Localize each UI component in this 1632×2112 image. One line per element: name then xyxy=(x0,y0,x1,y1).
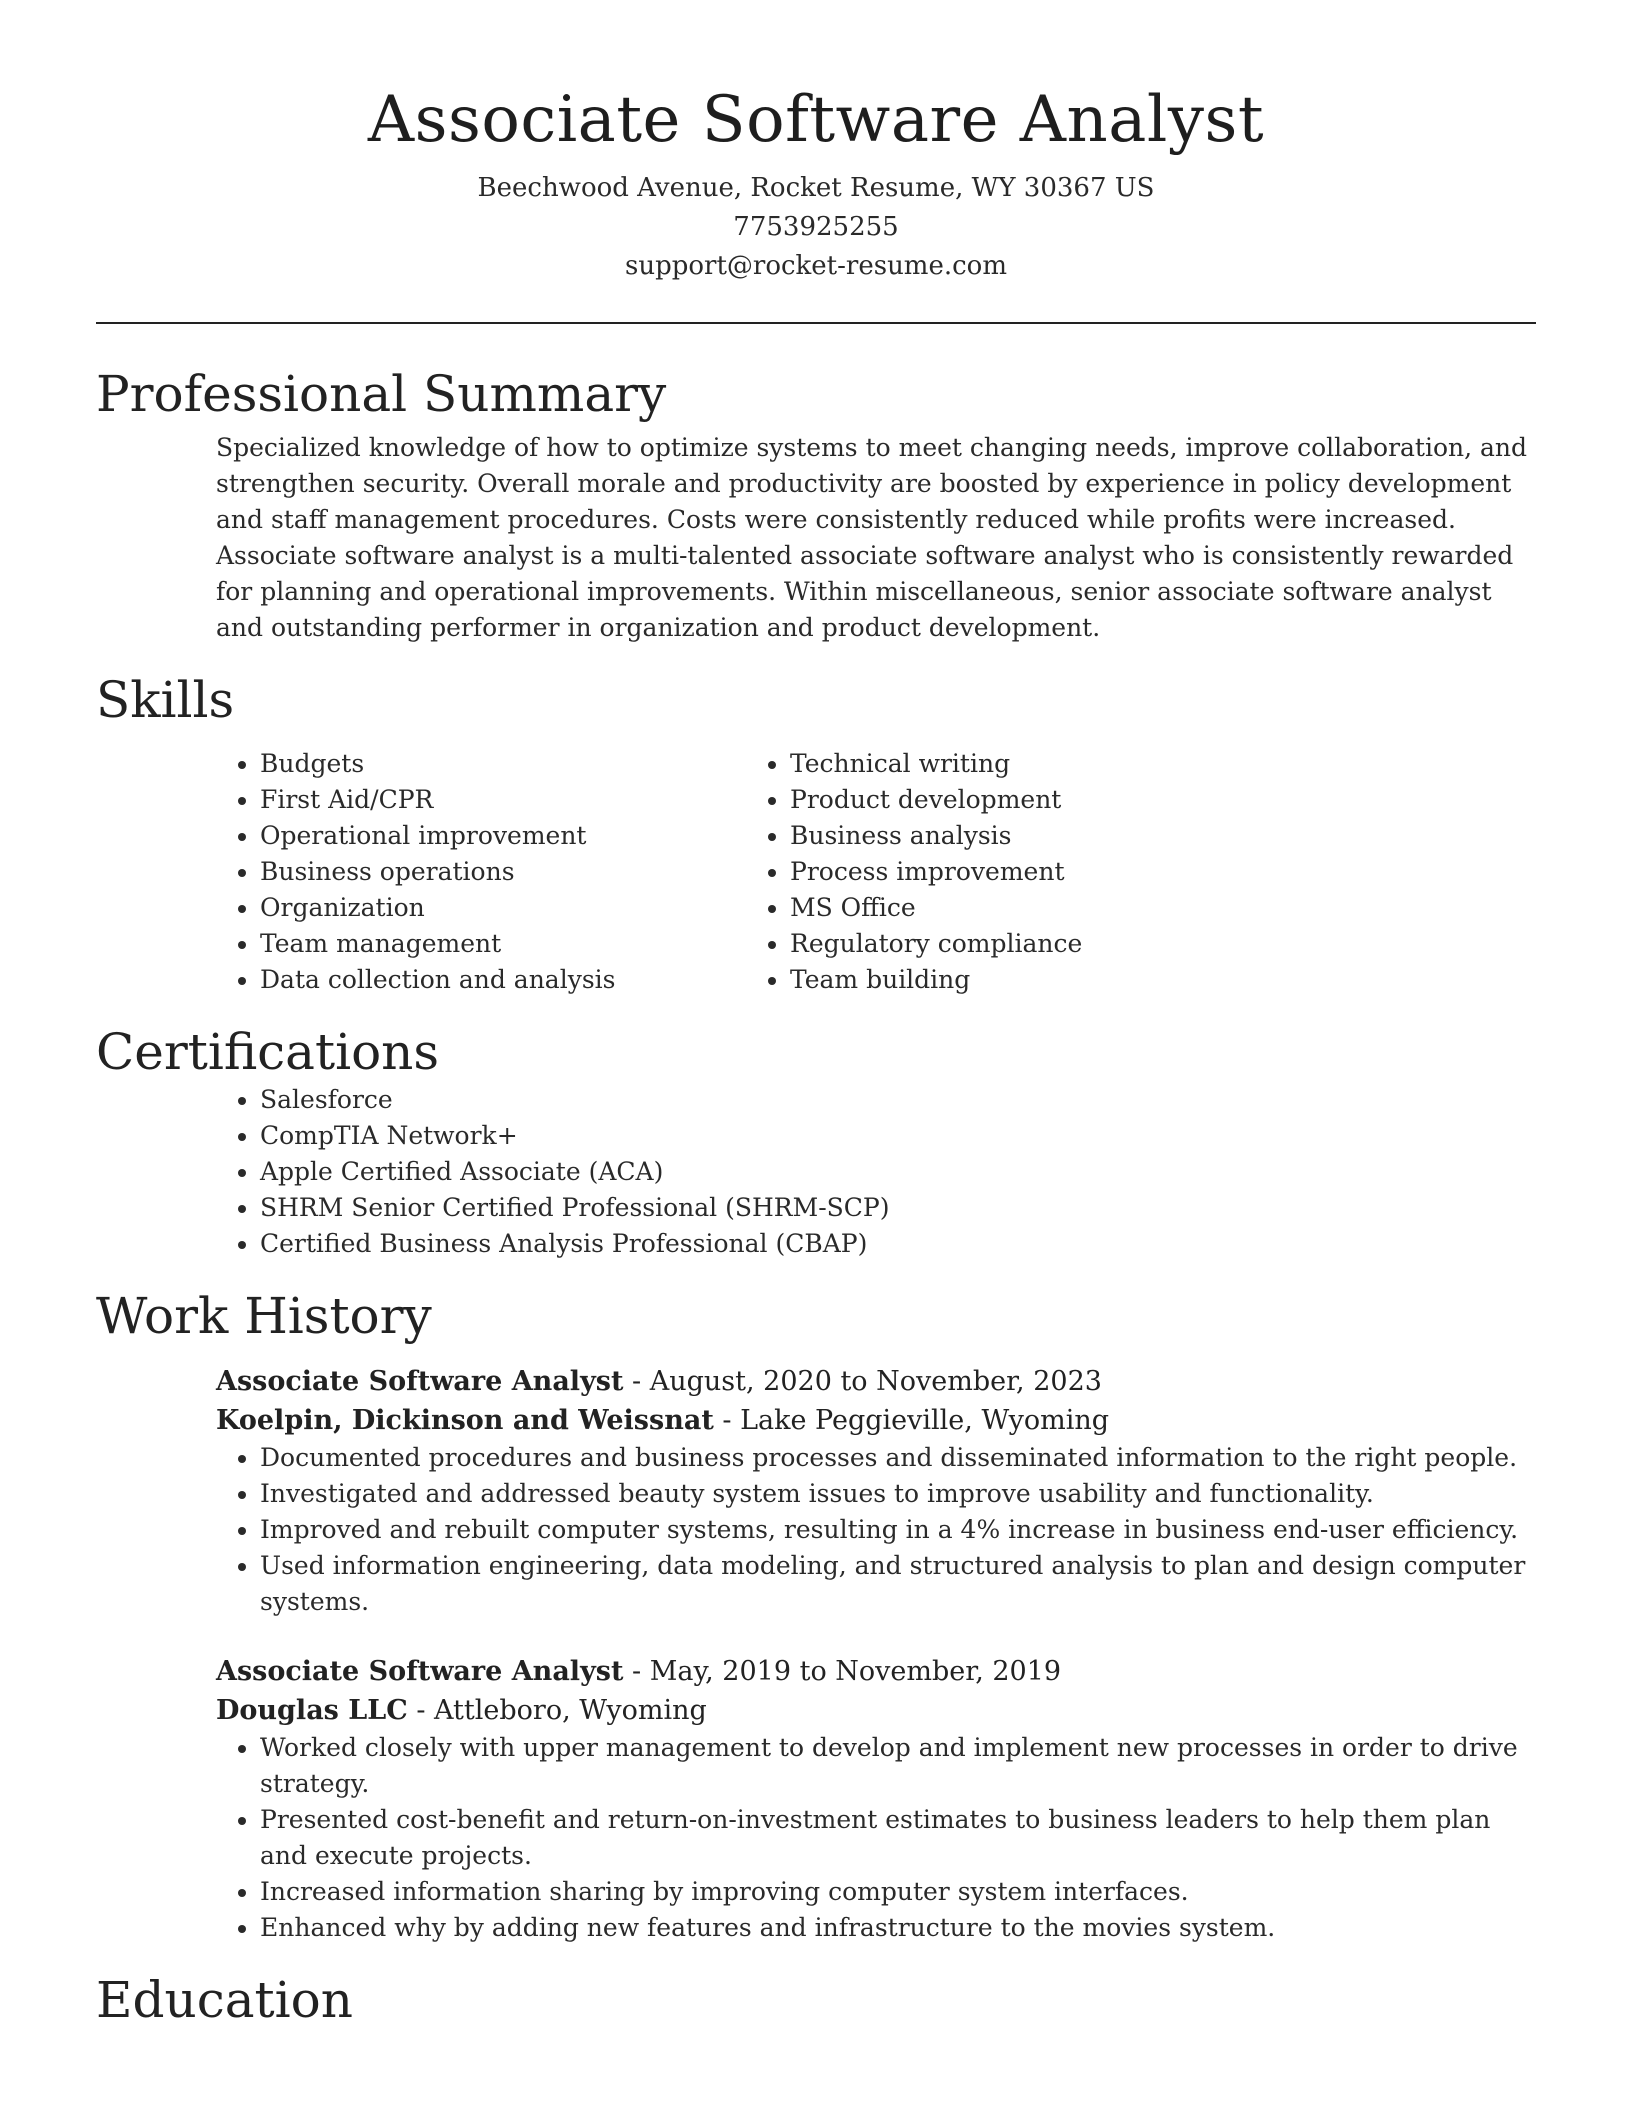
education-section xyxy=(96,1970,1536,2030)
contact-address: Beechwood Avenue, Rocket Resume, WY 30367 US xyxy=(477,172,1155,203)
job-company: Douglas LLC xyxy=(216,1694,408,1726)
job-duty: • Increased information sharing by improving computer system interfaces. xyxy=(260,1874,1536,1910)
job-entry xyxy=(216,1362,1536,1620)
certifications-section xyxy=(96,1022,1536,1262)
skill-item: • Team building xyxy=(790,962,1082,998)
job-duty: • Worked closely with upper management to develop and implement new processes in order to drive strategy. xyxy=(260,1730,1536,1802)
skills-section xyxy=(96,670,1536,998)
skill-item: • MS Office xyxy=(790,890,1082,926)
skill-item: • Organization xyxy=(260,890,746,926)
job-company-line xyxy=(216,1401,1536,1440)
job-duty: • Presented cost-benefit and return-on-investment estimates to business leaders to help them plan and execute projects. xyxy=(260,1802,1536,1874)
contact-block xyxy=(96,169,1536,286)
job-location: - Attleboro, Wyoming xyxy=(407,1694,707,1726)
contact-phone: 7753925255 xyxy=(733,211,899,242)
summary-text: Specialized knowledge of how to optimize systems to meet changing needs, improve collaboration, and strengthen security. Overall morale and productivity are boosted by experience in policy development and staff management procedures. Costs were consistently reduced while profits were increased. Associate software analyst is a multi-talented associate software analyst who is consistently rewarded for planning and operational improvements. Within miscellaneous, senior associate software analyst and outstanding performer in organization and product development. xyxy=(216,432,1528,642)
job-duty: • Improved and rebuilt computer systems, resulting in a 4% increase in business end-user efficiency. xyxy=(260,1512,1536,1548)
skill-item: • Business analysis xyxy=(790,818,1082,854)
skill-item: • Team management xyxy=(260,926,746,962)
certification-item: • SHRM Senior Certified Professional (SHRM-SCP) xyxy=(260,1190,1536,1226)
job-duty: • Documented procedures and business processes and disseminated information to the right people. xyxy=(260,1440,1536,1476)
education-heading: Education xyxy=(96,1970,353,2029)
certification-item: • Salesforce xyxy=(260,1082,1536,1118)
job-role: Associate Software Analyst xyxy=(216,1365,624,1397)
job-title-line xyxy=(216,1652,1536,1691)
skill-item: • Business operations xyxy=(260,854,746,890)
contact-email: support@rocket-resume.com xyxy=(624,250,1007,281)
skill-item: • Regulatory compliance xyxy=(790,926,1082,962)
job-title-line xyxy=(216,1362,1536,1401)
skills-list-right xyxy=(746,746,1082,998)
job-duty: • Investigated and addressed beauty system issues to improve usability and functionality. xyxy=(260,1476,1536,1512)
resume-name: Associate Software Analyst xyxy=(367,83,1265,157)
job-company: Koelpin, Dickinson and Weissnat xyxy=(216,1404,714,1436)
job-dates: - August, 2020 to November, 2023 xyxy=(623,1365,1102,1397)
job-location: - Lake Peggieville, Wyoming xyxy=(713,1404,1110,1436)
skill-item: • Budgets xyxy=(260,746,746,782)
resume-page xyxy=(96,0,1536,2030)
job-duties-list xyxy=(216,1440,1536,1620)
work-history-heading: Work History xyxy=(96,1286,432,1345)
job-duty: • Enhanced why by adding new features and infrastructure to the movies system. xyxy=(260,1910,1536,1946)
skills-list-left xyxy=(96,746,746,998)
skills-columns xyxy=(96,746,1536,998)
summary-heading: Professional Summary xyxy=(96,364,667,423)
job-duties-list xyxy=(216,1730,1536,1946)
certifications-heading: Certifications xyxy=(96,1022,440,1081)
certifications-list xyxy=(96,1082,1536,1262)
certification-item: • CompTIA Network+ xyxy=(260,1118,1536,1154)
job-entry xyxy=(216,1652,1536,1946)
skill-item: • Product development xyxy=(790,782,1082,818)
certification-item: • Apple Certified Associate (ACA) xyxy=(260,1154,1536,1190)
skills-heading: Skills xyxy=(96,670,235,729)
skill-item: • Data collection and analysis xyxy=(260,962,746,998)
skill-item: • Technical writing xyxy=(790,746,1082,782)
skill-item: • First Aid/CPR xyxy=(260,782,746,818)
header-divider xyxy=(96,322,1536,324)
work-history-section xyxy=(96,1286,1536,1946)
summary-section xyxy=(96,364,1536,646)
certification-item: • Certified Business Analysis Professional (CBAP) xyxy=(260,1226,1536,1262)
job-company-line xyxy=(216,1691,1536,1730)
job-duty: • Used information engineering, data modeling, and structured analysis to plan and design computer systems. xyxy=(260,1548,1536,1620)
job-role: Associate Software Analyst xyxy=(216,1655,624,1687)
job-dates: - May, 2019 to November, 2019 xyxy=(623,1655,1062,1687)
skill-item: • Operational improvement xyxy=(260,818,746,854)
skill-item: • Process improvement xyxy=(790,854,1082,890)
